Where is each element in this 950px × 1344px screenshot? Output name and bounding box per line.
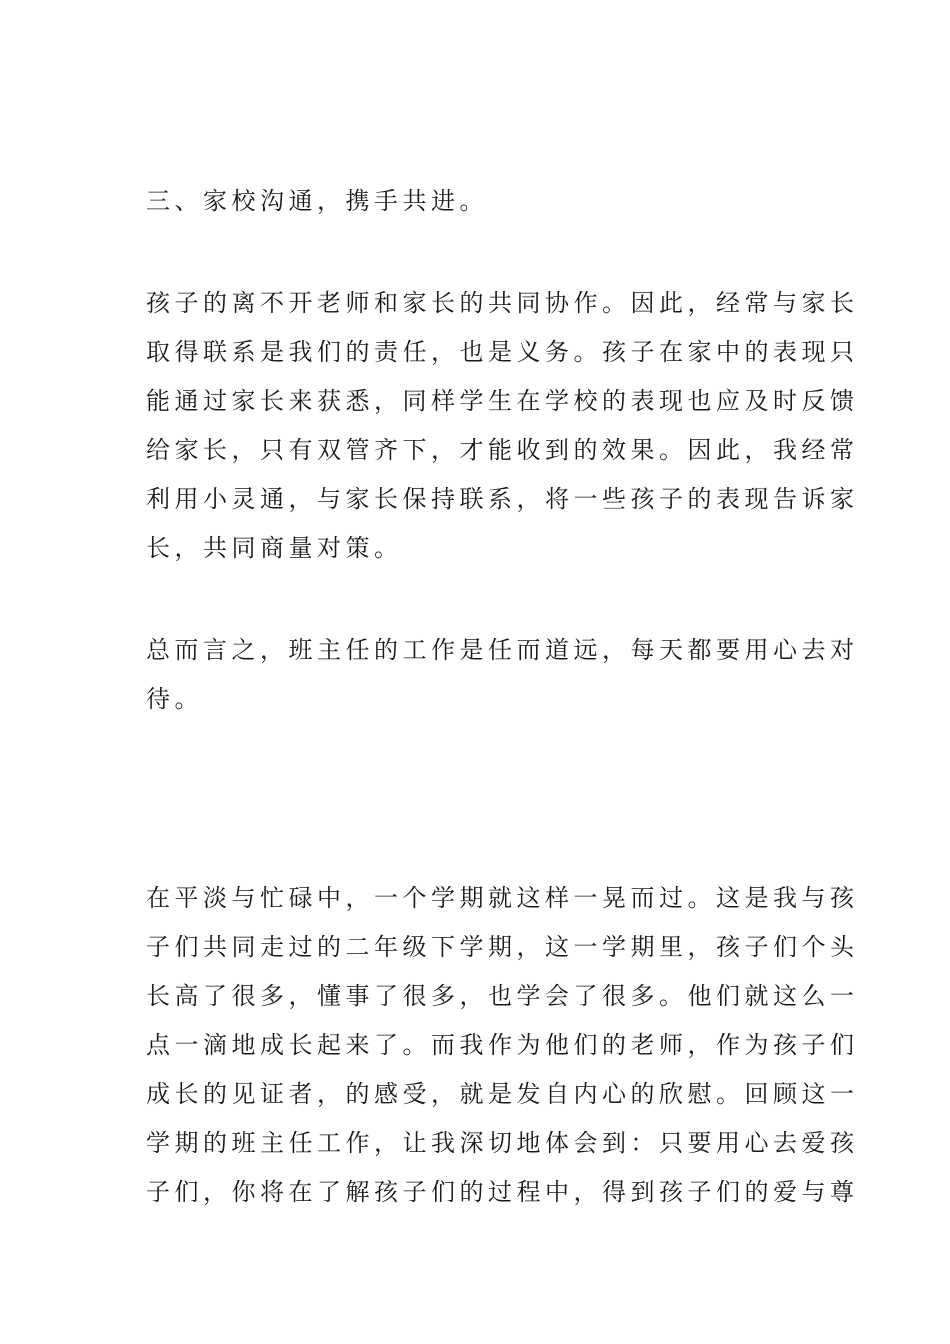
- text-line: 能通过家长来获悉，同样学生在学校的表现也应及时反馈: [146, 387, 859, 415]
- text-line: 长，共同商量对策。: [146, 534, 403, 562]
- text-line: 总而言之，班主任的工作是任而道远，每天都要用心去对: [146, 636, 859, 664]
- text-line: 成长的见证者，的感受，就是发自内心的欣慰。回顾这一: [146, 1080, 859, 1108]
- text-line: 利用小灵通，与家长保持联系，将一些孩子的表现告诉家: [146, 485, 859, 513]
- text-line: 子们，你将在了解孩子们的过程中，得到孩子们的爱与尊: [146, 1178, 859, 1206]
- text-line: 待。: [146, 685, 203, 713]
- text-line: 子们共同走过的二年级下学期，这一学期里，孩子们个头: [146, 933, 859, 961]
- text-line: 取得联系是我们的责任，也是义务。孩子在家中的表现只: [146, 338, 859, 366]
- text-line: 给家长，只有双管齐下，才能收到的效果。因此，我经常: [146, 436, 859, 464]
- text-line: 长高了很多，懂事了很多，也学会了很多。他们就这么一: [146, 982, 859, 1010]
- text-line: 孩子的离不开老师和家长的共同协作。因此，经常与家长: [146, 289, 859, 317]
- text-line: 在平淡与忙碌中，一个学期就这样一晃而过。这是我与孩: [146, 884, 859, 912]
- section-heading: 三、家校沟通，携手共进。: [146, 187, 488, 215]
- text-line: 学期的班主任工作，让我深切地体会到：只要用心去爱孩: [146, 1129, 859, 1157]
- text-line: 点一滴地成长起来了。而我作为他们的老师，作为孩子们: [146, 1031, 859, 1059]
